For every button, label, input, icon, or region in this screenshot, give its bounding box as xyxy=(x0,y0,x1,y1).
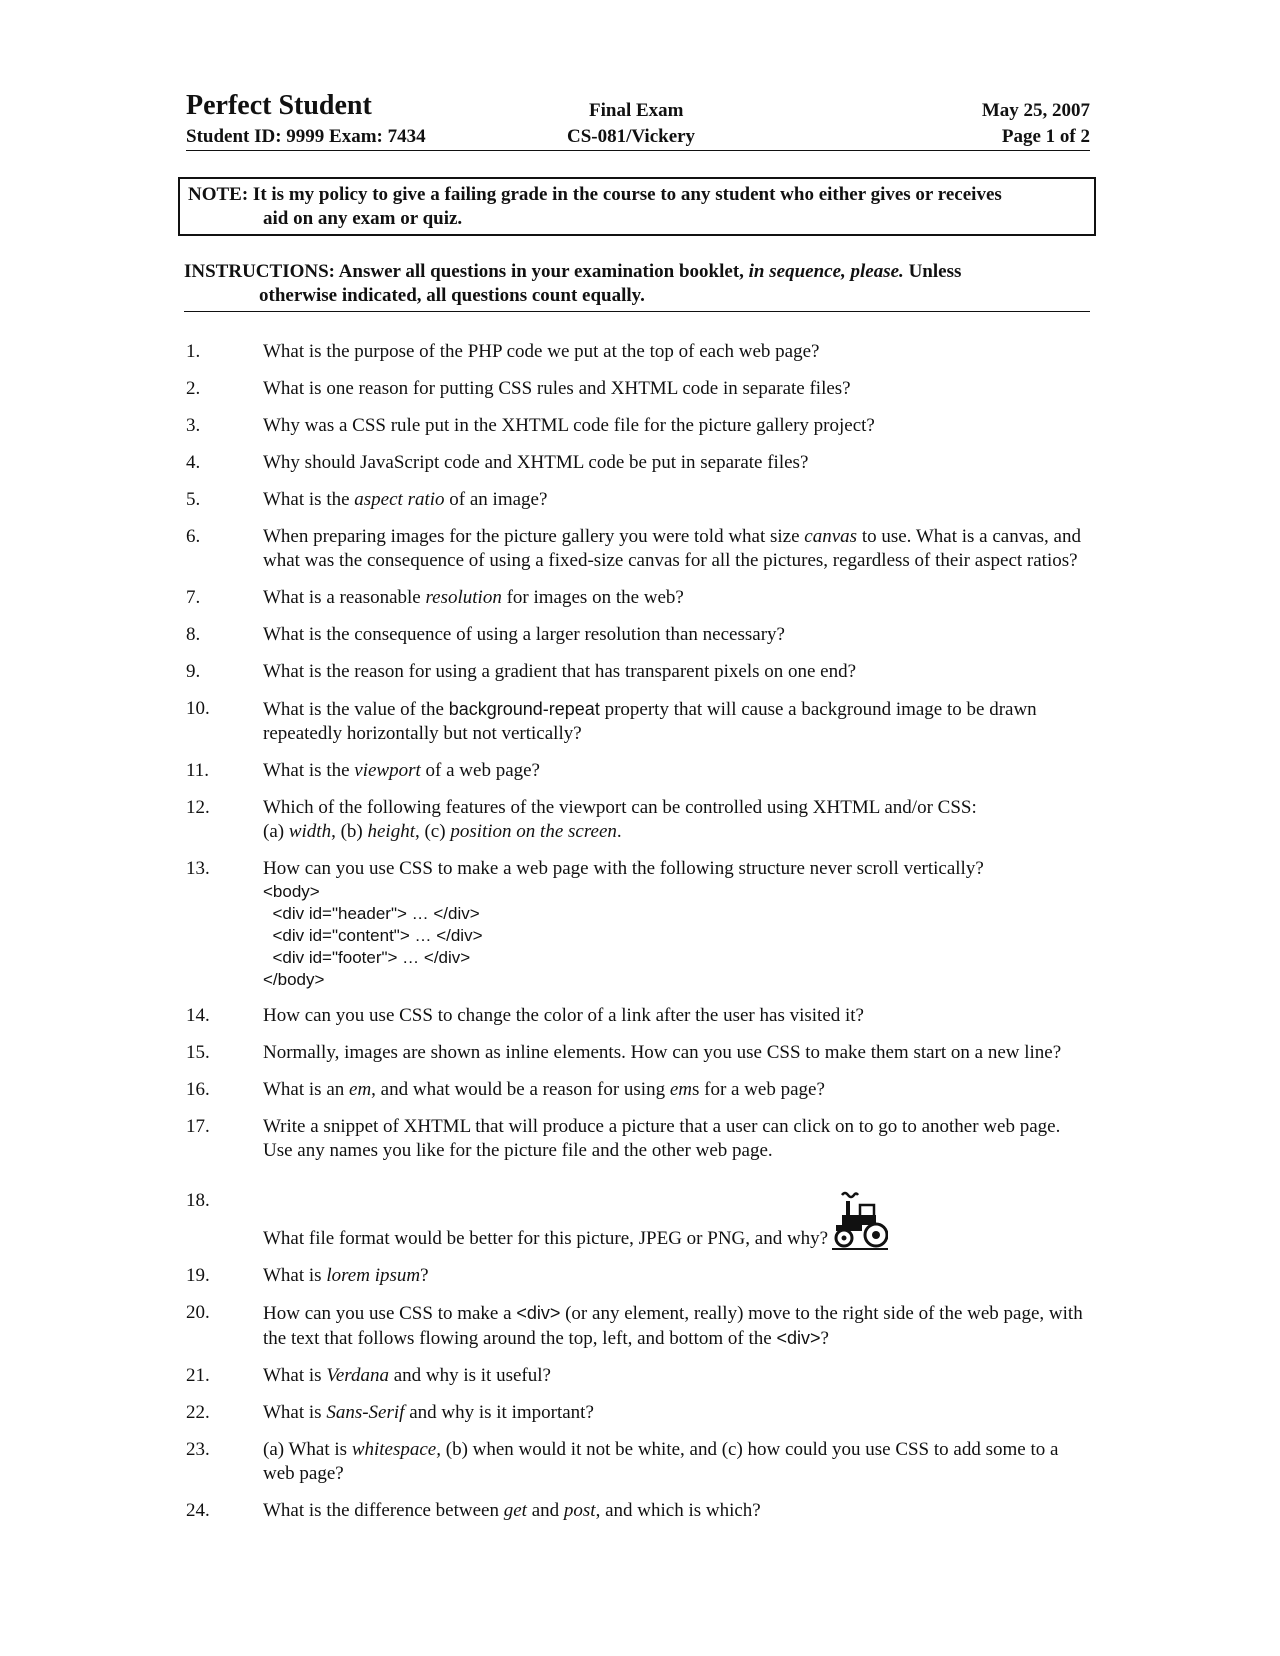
question-text: , and what would be a reason for using xyxy=(371,1079,670,1100)
question-body xyxy=(263,1301,1090,1351)
question-text: Write a snippet of XHTML that will produce a picture that a user can click on to go to another web page. Use any names you like for the picture file and the other web page. xyxy=(263,1116,1061,1161)
student-id-line: Student ID: 9999 Exam: 7434 xyxy=(186,126,426,147)
question-body xyxy=(263,660,1090,684)
course-code: CS-081/Vickery xyxy=(567,126,696,147)
question-text: of an image? xyxy=(444,489,548,510)
question-text: Normally, images are shown as inline elements. How can you use CSS to make them start on a new line? xyxy=(263,1042,1062,1063)
question-body xyxy=(263,377,1090,401)
code-line: <div id="content"> … </div> xyxy=(263,926,483,945)
question-body xyxy=(263,1438,1090,1486)
question-term: get xyxy=(503,1500,527,1521)
option-label: . xyxy=(616,821,622,842)
question-item xyxy=(186,697,1090,746)
question-list xyxy=(186,340,1090,1523)
question-text: of a web page? xyxy=(420,760,540,781)
question-item xyxy=(186,796,1090,844)
code-line: </body> xyxy=(263,970,325,989)
question-body xyxy=(263,759,1090,783)
question-number: 22. xyxy=(186,1402,210,1423)
note-line-2: aid on any exam or quiz. xyxy=(263,208,463,229)
question-item xyxy=(186,1264,1090,1288)
option-term: height xyxy=(367,821,415,842)
question-text: , and which is which? xyxy=(595,1500,761,1521)
question-text: What is xyxy=(263,1402,327,1423)
header-row-2 xyxy=(186,122,1090,151)
question-body xyxy=(263,857,1090,991)
question-body xyxy=(263,1004,1090,1028)
question-term: lorem ipsum xyxy=(326,1265,421,1286)
question-item xyxy=(186,1189,1090,1251)
question-number: 15. xyxy=(186,1042,210,1063)
question-number: 11. xyxy=(186,760,210,781)
question-number: 4. xyxy=(186,452,201,473)
instructions-emphasis: in sequence, please. xyxy=(748,261,904,282)
question-item xyxy=(186,1078,1090,1102)
code-term: <div> xyxy=(516,1303,561,1323)
question-body xyxy=(263,1264,1090,1288)
question-text: What is xyxy=(263,1265,327,1286)
question-text: (a) What is xyxy=(263,1439,352,1460)
question-number: 10. xyxy=(186,698,210,719)
question-number: 18. xyxy=(186,1190,210,1211)
question-text: Why was a CSS rule put in the XHTML code file for the picture gallery project? xyxy=(263,415,875,436)
question-item xyxy=(186,1364,1090,1388)
question-body xyxy=(263,1189,1090,1251)
question-text: What is one reason for putting CSS rules and XHTML code in separate files? xyxy=(263,378,851,399)
question-options xyxy=(263,820,1090,844)
instructions-text-end: Unless xyxy=(903,261,962,282)
option-label: , (c) xyxy=(414,821,451,842)
question-term: Verdana xyxy=(326,1365,389,1386)
question-text: to use. What is a canvas, and what was the consequence of using a fixed-size canvas for all the pictures, regardless of their aspect ratios? xyxy=(263,526,1081,571)
question-body xyxy=(263,1078,1090,1102)
question-item xyxy=(186,586,1090,610)
question-number: 13. xyxy=(186,858,210,879)
page-number: Page 1 of 2 xyxy=(1001,126,1090,147)
question-item xyxy=(186,759,1090,783)
question-text: What is the reason for using a gradient that has transparent pixels on one end? xyxy=(263,661,857,682)
question-text: What file format would be better for this picture, JPEG or PNG, and why? xyxy=(263,1228,829,1249)
question-text: What is the xyxy=(263,489,355,510)
exam-page xyxy=(186,88,1090,1536)
question-item xyxy=(186,377,1090,401)
question-body xyxy=(263,340,1090,364)
note-line-1: NOTE: It is my policy to give a failing grade in the course to any student who either gives or receives xyxy=(188,184,1002,205)
question-number: 24. xyxy=(186,1500,210,1521)
code-term: background-repeat xyxy=(448,699,600,719)
code-line: <div id="footer"> … </div> xyxy=(263,948,471,967)
question-item xyxy=(186,340,1090,364)
question-text: Which of the following features of the viewport can be controlled using XHTML and/or CSS: xyxy=(263,797,977,818)
question-text: Why should JavaScript code and XHTML code be put in separate files? xyxy=(263,452,809,473)
question-term: resolution xyxy=(425,587,502,608)
exam-title: Final Exam xyxy=(589,100,684,121)
question-text: When preparing images for the picture gallery you were told what size xyxy=(263,526,805,547)
question-number: 12. xyxy=(186,797,210,818)
question-term: whitespace, xyxy=(351,1439,441,1460)
question-number: 14. xyxy=(186,1005,210,1026)
instructions-line-2: otherwise indicated, all questions count equally. xyxy=(259,285,645,306)
question-text: (or any element, really) move to the right side of the web page, with the text that follows flowing around the top, left, and bottom of the xyxy=(263,1303,1083,1349)
question-text: How can you use CSS to make a xyxy=(263,1303,517,1324)
header-row-1 xyxy=(186,88,1090,122)
question-item xyxy=(186,1499,1090,1523)
question-item xyxy=(186,623,1090,647)
question-text: What is the xyxy=(263,760,355,781)
instructions-text: INSTRUCTIONS: Answer all questions in your examination booklet, xyxy=(184,261,749,282)
question-body xyxy=(263,451,1090,475)
question-text: What is an xyxy=(263,1079,350,1100)
question-body xyxy=(263,796,1090,844)
option-term: position on the screen xyxy=(450,821,617,842)
question-item xyxy=(186,525,1090,573)
question-number: 7. xyxy=(186,587,201,608)
question-item xyxy=(186,451,1090,475)
question-number: 20. xyxy=(186,1302,210,1323)
instructions-line-1 xyxy=(184,260,1090,284)
question-text: property that will cause a background image to be drawn repeatedly horizontally but not vertically? xyxy=(263,699,1037,744)
question-text: s for a web page? xyxy=(691,1079,825,1100)
question-item xyxy=(186,1401,1090,1425)
question-text: for images on the web? xyxy=(501,587,684,608)
question-term: aspect ratio xyxy=(354,489,445,510)
question-number: 9. xyxy=(186,661,201,682)
question-text: How can you use CSS to change the color of a link after the user has visited it? xyxy=(263,1005,864,1026)
question-item xyxy=(186,488,1090,512)
question-number: 17. xyxy=(186,1116,210,1137)
question-number: 6. xyxy=(186,526,201,547)
code-line: <body> xyxy=(263,882,320,901)
question-body xyxy=(263,1115,1090,1163)
exam-date: May 25, 2007 xyxy=(981,100,1090,121)
question-term: post xyxy=(563,1500,596,1521)
question-item xyxy=(186,1041,1090,1065)
tractor-icon xyxy=(832,1189,888,1251)
option-label: (a) xyxy=(263,821,289,842)
option-term: width xyxy=(288,821,332,842)
question-body xyxy=(263,414,1090,438)
question-body xyxy=(263,525,1090,573)
question-term: viewport xyxy=(354,760,421,781)
code-line: <div id="header"> … </div> xyxy=(263,904,480,923)
question-body xyxy=(263,1401,1090,1425)
question-number: 16. xyxy=(186,1079,210,1100)
question-text: ? xyxy=(420,1265,429,1286)
question-body xyxy=(263,586,1090,610)
question-term: Sans-Serif xyxy=(326,1402,410,1423)
question-item xyxy=(186,1004,1090,1028)
question-item xyxy=(186,1115,1090,1163)
code-block xyxy=(263,881,1090,991)
question-item xyxy=(186,1438,1090,1486)
question-text: What is the consequence of using a larger resolution than necessary? xyxy=(263,624,785,645)
question-number: 21. xyxy=(186,1365,210,1386)
question-body xyxy=(263,488,1090,512)
question-item xyxy=(186,660,1090,684)
question-number: 3. xyxy=(186,415,201,436)
question-number: 19. xyxy=(186,1265,210,1286)
question-item xyxy=(186,1301,1090,1351)
instructions xyxy=(184,260,1090,312)
question-number: 1. xyxy=(186,341,201,362)
question-text: What is the difference between xyxy=(263,1500,504,1521)
question-number: 5. xyxy=(186,489,201,510)
question-body xyxy=(263,1364,1090,1388)
question-body xyxy=(263,623,1090,647)
question-number: 23. xyxy=(186,1439,210,1460)
question-text: What is a reasonable xyxy=(263,587,426,608)
option-label: , (b) xyxy=(331,821,368,842)
question-item xyxy=(186,857,1090,991)
question-text: What is xyxy=(263,1365,327,1386)
question-text: and why is it important? xyxy=(409,1402,594,1423)
question-text: and xyxy=(526,1500,564,1521)
question-text: What is the purpose of the PHP code we put at the top of each web page? xyxy=(263,341,820,362)
question-number: 2. xyxy=(186,378,201,399)
code-term: <div> xyxy=(776,1328,821,1348)
question-term: em xyxy=(669,1079,692,1100)
question-text: How can you use CSS to make a web page with the following structure never scroll vertically? xyxy=(263,858,984,879)
question-term: canvas xyxy=(804,526,858,547)
question-number: 8. xyxy=(186,624,201,645)
question-text: and why is it useful? xyxy=(388,1365,551,1386)
question-text: ? xyxy=(820,1328,829,1349)
student-name: Perfect Student xyxy=(186,90,372,121)
policy-note-box xyxy=(178,177,1096,236)
question-text: What is the value of the xyxy=(263,699,449,720)
question-body xyxy=(263,1499,1090,1523)
question-term: em xyxy=(349,1079,372,1100)
question-body xyxy=(263,1041,1090,1065)
question-item xyxy=(186,414,1090,438)
question-body xyxy=(263,697,1090,746)
question-text: (b) when would it not be white, and (c) how could you use CSS to add some to a web page? xyxy=(263,1439,1059,1484)
